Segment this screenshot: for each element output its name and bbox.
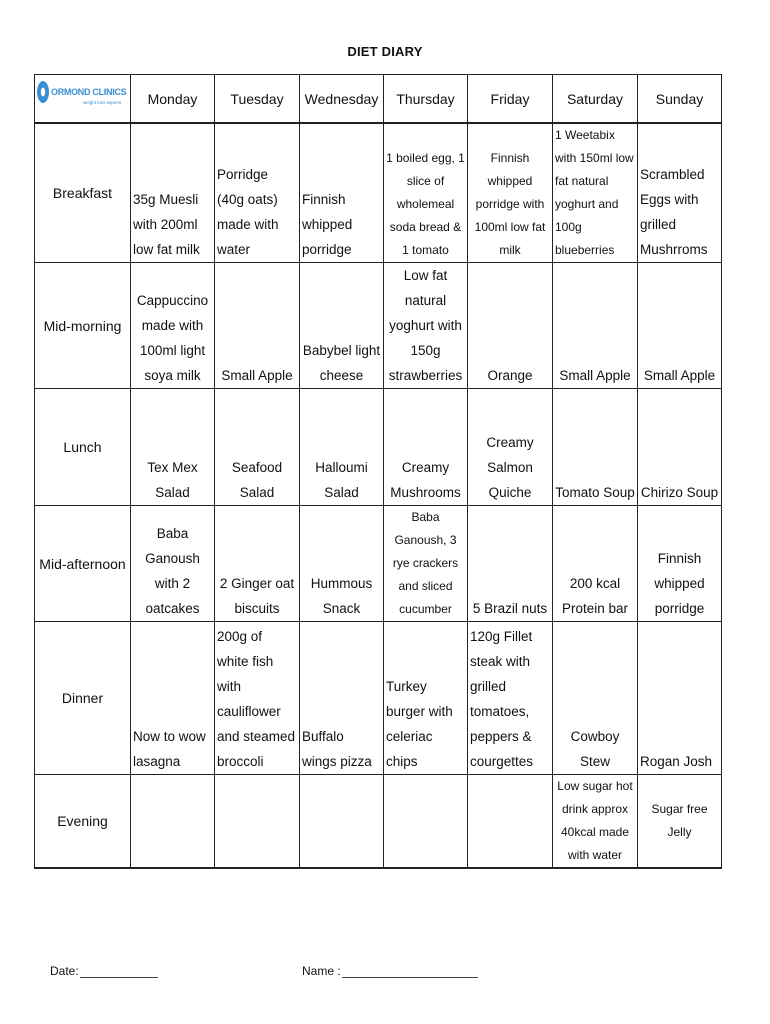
mid-afternoon-wednesday: Hummous Snack [300, 506, 384, 622]
meal-label-dinner: Dinner [35, 622, 131, 775]
dinner-friday: 120g Fillet steak with grilled tomatoes, peppers & courgettes [468, 622, 553, 775]
evening-tuesday [215, 775, 300, 869]
mid-afternoon-saturday: 200 kcal Protein bar [553, 506, 638, 622]
mid-morning-saturday: Small Apple [553, 263, 638, 389]
meal-label-breakfast: Breakfast [35, 123, 131, 263]
mid-morning-sunday: Small Apple [638, 263, 722, 389]
meal-row-evening [35, 775, 722, 869]
name-label: Name : [302, 964, 341, 978]
mid-afternoon-friday: 5 Brazil nuts [468, 506, 553, 622]
lunch-thursday: Creamy Mushrooms [384, 389, 468, 506]
day-header-thursday: Thursday [384, 75, 468, 124]
meal-label-mid-afternoon: Mid-afternoon [35, 506, 131, 622]
mid-afternoon-thursday: Baba Ganoush, 3 rye crackers and sliced cucumber [384, 506, 468, 622]
mid-afternoon-tuesday: 2 Ginger oat biscuits [215, 506, 300, 622]
lunch-friday: Creamy Salmon Quiche [468, 389, 553, 506]
logo-brand-text: ORMOND CLINICS [51, 87, 127, 97]
lunch-wednesday: Halloumi Salad [300, 389, 384, 506]
breakfast-sunday: Scrambled Eggs with grilled Mushrroms [638, 123, 722, 263]
breakfast-monday: 35g Muesli with 200ml low fat milk [131, 123, 215, 263]
day-header-tuesday: Tuesday [215, 75, 300, 124]
lunch-tuesday: Seafood Salad [215, 389, 300, 506]
meal-row-dinner [35, 622, 722, 775]
lunch-sunday: Chirizo Soup [638, 389, 722, 506]
mid-morning-friday: Orange [468, 263, 553, 389]
mid-afternoon-monday: Baba Ganoush with 2 oatcakes [131, 506, 215, 622]
breakfast-wednesday: Finnish whipped porridge [300, 123, 384, 263]
dinner-wednesday: Buffalo wings pizza [300, 622, 384, 775]
meal-row-mid-morning [35, 263, 722, 389]
day-header-saturday: Saturday [553, 75, 638, 124]
evening-friday [468, 775, 553, 869]
mid-morning-monday: Cappuccino made with 100ml light soya milk [131, 263, 215, 389]
name-blank-line[interactable] [342, 965, 478, 978]
mid-morning-thursday: Low fat natural yoghurt with 150g strawberries [384, 263, 468, 389]
evening-saturday: Low sugar hot drink approx 40kcal made with water [553, 775, 638, 869]
meal-row-mid-afternoon [35, 506, 722, 622]
date-label: Date: [50, 964, 79, 978]
meal-label-evening: Evening [35, 775, 131, 869]
day-header-wednesday: Wednesday [300, 75, 384, 124]
mid-afternoon-sunday: Finnish whipped porridge [638, 506, 722, 622]
evening-sunday: Sugar free Jelly [638, 775, 722, 869]
meal-row-breakfast [35, 123, 722, 263]
evening-wednesday [300, 775, 384, 869]
dinner-saturday: Cowboy Stew [553, 622, 638, 775]
page-title: DIET DIARY [347, 44, 423, 59]
dinner-thursday: Turkey burger with celeriac chips [384, 622, 468, 775]
day-header-friday: Friday [468, 75, 553, 124]
diet-diary-table [34, 74, 722, 869]
name-field[interactable] [302, 964, 478, 978]
mid-morning-tuesday: Small Apple [215, 263, 300, 389]
evening-monday [131, 775, 215, 869]
lunch-monday: Tex Mex Salad [131, 389, 215, 506]
dinner-sunday: Rogan Josh [638, 622, 722, 775]
meal-label-mid-morning: Mid-morning [35, 263, 131, 389]
breakfast-friday: Finnish whipped porridge with 100ml low fat milk [468, 123, 553, 263]
meal-row-lunch [35, 389, 722, 506]
evening-thursday [384, 775, 468, 869]
day-header-monday: Monday [131, 75, 215, 124]
date-field[interactable] [50, 964, 158, 978]
meal-label-lunch: Lunch [35, 389, 131, 506]
breakfast-saturday: 1 Weetabix with 150ml low fat natural yoghurt and 100g blueberries [553, 123, 638, 263]
header-row [35, 75, 722, 124]
clinic-logo [36, 80, 128, 114]
breakfast-thursday: 1 boiled egg, 1 slice of wholemeal soda bread & 1 tomato [384, 123, 468, 263]
mid-morning-wednesday: Babybel light cheese [300, 263, 384, 389]
lunch-saturday: Tomato Soup [553, 389, 638, 506]
dinner-monday: Now to wow lasagna [131, 622, 215, 775]
date-blank-line[interactable] [80, 965, 158, 978]
day-header-sunday: Sunday [638, 75, 722, 124]
dinner-tuesday: 200g of white fish with cauliflower and steamed broccoli [215, 622, 300, 775]
breakfast-tuesday: Porridge (40g oats) made with water [215, 123, 300, 263]
logo-tagline: weight loss experts [83, 100, 122, 105]
logo-mark-icon [36, 80, 50, 106]
